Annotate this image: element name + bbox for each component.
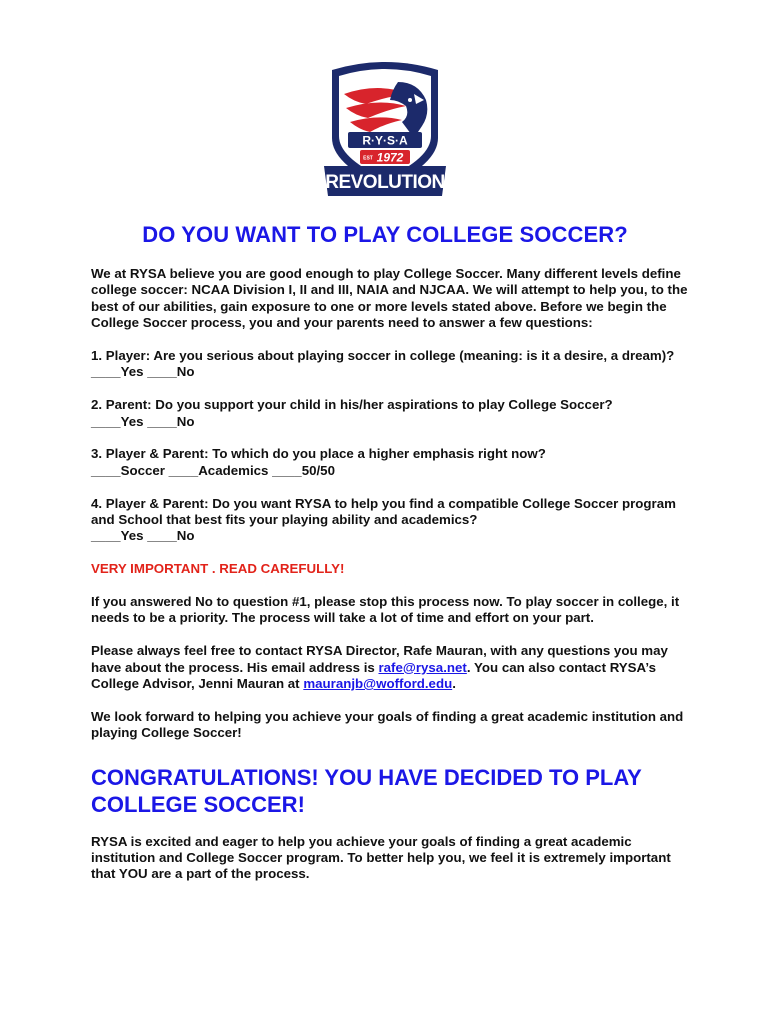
logo-est-text: EST	[363, 155, 373, 162]
contact-paragraph	[91, 643, 691, 692]
question-3-text: 3. Player & Parent: To which do you place a higher emphasis right now?	[91, 446, 546, 462]
question-4-text: 4. Player & Parent: Do you want RYSA to help you find a compatible College Soccer program and School that best fits your playing ability and academics?	[91, 495, 676, 528]
page-title: DO YOU WANT TO PLAY COLLEGE SOCCER?	[142, 222, 628, 247]
contact-text-3: .	[452, 676, 456, 692]
important-notice: VERY IMPORTANT . READ CAREFULLY!	[91, 561, 345, 577]
rysa-revolution-logo	[318, 60, 452, 198]
question-1	[91, 348, 691, 381]
question-1-options: ____Yes ____No	[91, 364, 195, 380]
look-forward-paragraph: We look forward to helping you achieve your goals of finding a great academic institution and playing College Soccer!	[91, 708, 684, 741]
answered-no-paragraph: If you answered No to question #1, please stop this process now. To play soccer in college, it needs to be a priority. The process will take a lot of time and effort on your part.	[91, 594, 680, 626]
advisor-email-link[interactable]: mauranjb@wofford.edu	[303, 676, 453, 692]
director-email-link[interactable]: rafe@rysa.net	[378, 659, 467, 675]
logo-name-text: REVOLUTION	[325, 172, 445, 193]
logo-year-text: 1972	[376, 150, 404, 165]
intro-paragraph: We at RYSA believe you are good enough to play College Soccer. Many different levels define college soccer: NCAA Division I, II and III, NAIA and NJCAA. We will attempt to help you, to the best of our abilities, gain exposure to one or more levels stated above. Before we begin the College Soccer process, you and your parents need to answer a few questions:	[91, 266, 688, 331]
closing-paragraph: RYSA is excited and eager to help you achieve your goals of finding a great academic institution and College Soccer program. To better help you, we feel it is extremely important that YOU are a part of the process.	[91, 833, 671, 882]
logo-org-text: R·Y·S·A	[362, 133, 408, 148]
question-2-options: ____Yes ____No	[91, 413, 195, 429]
question-4	[91, 496, 691, 545]
contact-text-1: Please always feel free to contact RYSA Director, Rafe Mauran, with any questions you may have about the process. His email address is	[91, 643, 668, 675]
document-body	[91, 266, 691, 899]
question-2-text: 2. Parent: Do you support your child in his/her aspirations to play College Soccer?	[91, 397, 613, 413]
question-2	[91, 397, 691, 430]
question-3	[91, 446, 691, 479]
contact-text-2: . You can also contact RYSA’s College Advisor, Jenni Mauran at	[91, 659, 657, 692]
question-3-options: ____Soccer ____Academics ____50/50	[91, 462, 335, 478]
question-1-text: 1. Player: Are you serious about playing soccer in college (meaning: is it a desire, a dream)?	[91, 348, 675, 364]
congratulations-heading: CONGRATULATIONS! YOU HAVE DECIDED TO PLAY COLLEGE SOCCER!	[91, 764, 642, 817]
question-4-options: ____Yes ____No	[91, 528, 195, 544]
